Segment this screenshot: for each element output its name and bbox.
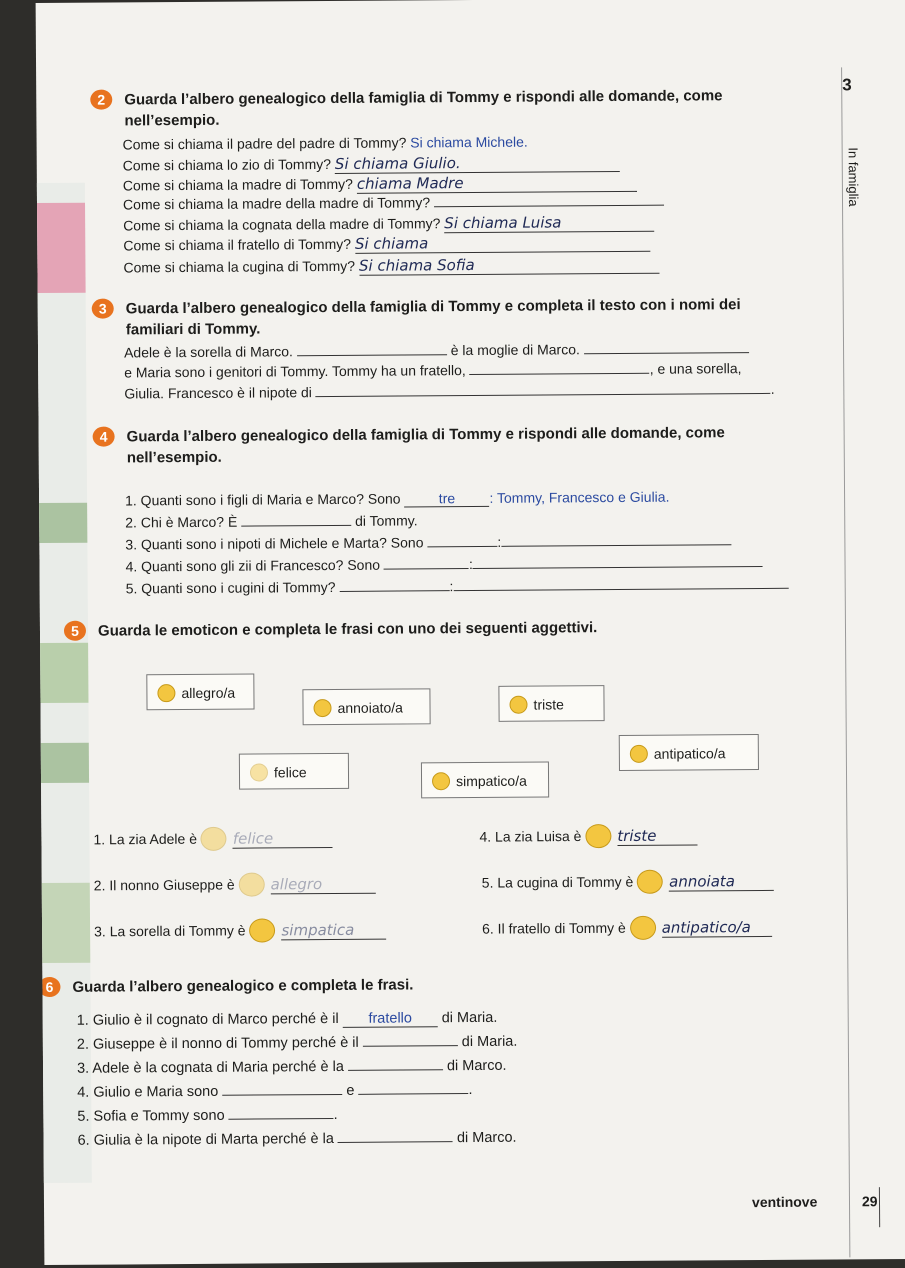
ex4-q4-blank-b[interactable] <box>473 566 763 569</box>
ex5-badge: 5 <box>64 621 86 641</box>
laughing-emoticon-icon <box>157 684 175 702</box>
adjective-card-felice: felice <box>239 753 349 790</box>
adjective-card-simpatico: simpatico/a <box>421 761 549 798</box>
ex2-q5-answer[interactable]: Si chiama Luisa <box>444 213 562 233</box>
ex5-sentence-4: 4. La zia Luisa è triste <box>479 824 697 850</box>
ex5-answer-1[interactable]: felice <box>232 829 274 848</box>
ex5-answer-4[interactable]: triste <box>617 826 657 845</box>
ex3-instruction: Guarda l’albero genealogico della famiglia di Tommy e completa il testo con i nomi dei familiari di Tommy. <box>125 296 741 339</box>
ex2-instruction: Guarda l’albero genealogico della famiglia di Tommy e rispondi alle domande, come nell’esempio. <box>124 87 723 130</box>
ex6-sentence-1: 1. Giulio è il cognato di Marco perché è il fratello di Maria. <box>76 1009 498 1029</box>
ex2-q7: Come si chiama la cugina di Tommy? Si chiama Sofia <box>123 255 659 278</box>
ex4-q5: 5. Quanti sono i cugini di Tommy? : <box>126 576 789 597</box>
ex5-instruction: Guarda le emoticon e completa le frasi con uno dei seguenti aggettivi. <box>97 619 598 640</box>
ex2-q3: Come si chiama la madre di Tommy? chiama Madre <box>123 173 637 196</box>
ex5-answer-3[interactable]: simpatica <box>281 920 355 940</box>
adjective-card-antipatico: antipatico/a <box>619 734 759 771</box>
ex2-q4: Come si chiama la madre della madre di Tommy? <box>123 193 664 213</box>
ex5-sentence-3: 3. La sorella di Tommy è simpatica <box>94 919 387 945</box>
ex2-badge: 2 <box>90 90 112 110</box>
ex3-line2: e Maria sono i genitori di Tommy. Tommy ha un fratello, , e una sorella, <box>124 360 742 381</box>
ex2-q2: Come si chiama lo zio di Tommy? Si chiama Giulio. <box>123 153 620 175</box>
ex3-line1: Adele è la sorella di Marco. è la moglie di Marco. <box>124 340 749 360</box>
ex6-blank-3[interactable] <box>348 1069 443 1071</box>
unit-number: 3 <box>842 75 852 95</box>
laughing-emoticon-icon <box>238 872 264 896</box>
happy-emoticon-icon <box>201 827 227 851</box>
ex4-q4-blank-a[interactable] <box>384 568 469 570</box>
bored-emoticon-icon <box>313 699 331 717</box>
ex6-sentence-3: 3. Adele è la cognata di Maria perché è la di Marco. <box>76 1057 507 1077</box>
ex4-q1: 1. Quanti sono i figli di Maria e Marco? Sono tre : Tommy, Francesco e Giulia. <box>125 488 670 509</box>
ex4-q3-blank-a[interactable] <box>427 546 497 547</box>
ex6-blank-6[interactable] <box>338 1141 453 1143</box>
ex2-q6: Come si chiama il fratello di Tommy? Si chiama <box>123 233 650 256</box>
ex3-blank-4[interactable] <box>316 393 771 397</box>
ex5-sentence-5: 5. La cugina di Tommy è annoiata <box>482 870 775 896</box>
ex4-q3: 3. Quanti sono i nipoti di Michele e Marta? Sono : <box>125 532 731 552</box>
unit-title: In famiglia <box>845 147 862 207</box>
ex4-q3-blank-b[interactable] <box>501 544 731 547</box>
unit-sidebar <box>841 67 905 1257</box>
ex3-blank-2[interactable] <box>584 352 749 354</box>
ex4-q5-blank-a[interactable] <box>339 590 449 592</box>
ex4-q4: 4. Quanti sono gli zii di Francesco? Sono : <box>125 554 762 574</box>
ex6-blank-2[interactable] <box>363 1045 458 1047</box>
ex6-sentence-5: 5. Sofia e Tommy sono . <box>77 1106 338 1125</box>
ex5-answer-2[interactable]: allegro <box>270 874 323 894</box>
ex4-q2-blank[interactable] <box>241 525 351 527</box>
smiling-emoticon-icon <box>432 772 450 790</box>
ex2-q6-answer[interactable]: Si chiama <box>354 234 429 253</box>
ex2-q5: Come si chiama la cognata della madre di Tommy? Si chiama Luisa <box>123 213 654 236</box>
ex5-answer-5[interactable]: annoiata <box>669 871 736 891</box>
ex6-sentence-6: 6. Giulia è la nipote di Marta perché è la di Marco. <box>77 1129 517 1149</box>
ex6-badge: 6 <box>38 977 60 997</box>
ex4-badge: 4 <box>93 427 115 447</box>
ex5-sentence-1: 1. La zia Adele è felice <box>93 827 333 853</box>
sad-emoticon-icon <box>585 824 611 848</box>
adjective-card-annoiato: annoiato/a <box>302 688 430 725</box>
ex6-blank-5[interactable] <box>229 1118 334 1120</box>
adjective-card-triste: triste <box>498 685 604 722</box>
adjective-card-allegro: allegro/a <box>146 674 254 711</box>
ex5-sentence-6: 6. Il fratello di Tommy è antipatico/a <box>482 916 772 942</box>
ex2-q3-answer[interactable]: chiama Madre <box>356 174 464 193</box>
ex2-q7-answer[interactable]: Si chiama Sofia <box>358 255 475 275</box>
grumpy-emoticon-icon <box>630 745 648 763</box>
workbook-page <box>36 0 905 1265</box>
ex2-q2-answer[interactable]: Si chiama Giulio. <box>334 154 461 173</box>
ex4-q1-answer[interactable]: tre <box>438 490 456 507</box>
ex2-q1-answer: Si chiama Michele. <box>410 133 528 151</box>
ex3-blank-3[interactable] <box>470 373 650 375</box>
ex6-sentence-2: 2. Giuseppe è il nonno di Tommy perché è il di Maria. <box>76 1033 518 1053</box>
ex5-answer-6[interactable]: antipatico/a <box>661 917 751 937</box>
ex4-q2: 2. Chi è Marco? È di Tommy. <box>125 512 418 531</box>
ex4-instruction: Guarda l’albero genealogico della famiglia di Tommy e rispondi alle domande, come nell’esempio. <box>126 424 725 467</box>
bored-emoticon-icon <box>637 870 663 894</box>
ex3-line3: Giulia. Francesco è il nipote di . <box>124 380 775 402</box>
ex3-blank-1[interactable] <box>297 354 447 356</box>
ex4-q1-names: : Tommy, Francesco e Giulia. <box>489 488 670 506</box>
ex6-answer-1[interactable]: fratello <box>368 1010 413 1027</box>
ex6-blank-4a[interactable] <box>222 1094 342 1096</box>
ex5-sentence-2: 2. Il nonno Giuseppe è allegro <box>94 873 376 899</box>
ex3-badge: 3 <box>92 299 114 319</box>
ex6-instruction: Guarda l’albero genealogico e completa le frasi. <box>72 976 414 996</box>
ex2-q1: Come si chiama il padre del padre di Tommy? Si chiama Michele. <box>122 133 528 153</box>
ex4-q5-blank-b[interactable] <box>453 588 788 591</box>
page-number-word: ventinove <box>751 1193 818 1211</box>
smiling-emoticon-icon <box>249 918 275 942</box>
left-illustration <box>36 183 92 1184</box>
ex6-sentence-4: 4. Giulio e Maria sono e . <box>77 1082 473 1101</box>
ex6-blank-4b[interactable] <box>358 1093 468 1095</box>
grumpy-emoticon-icon <box>630 916 656 940</box>
sad-emoticon-icon <box>509 696 527 714</box>
happy-emoticon-icon <box>250 764 268 782</box>
page-number: 29 <box>861 1193 878 1210</box>
